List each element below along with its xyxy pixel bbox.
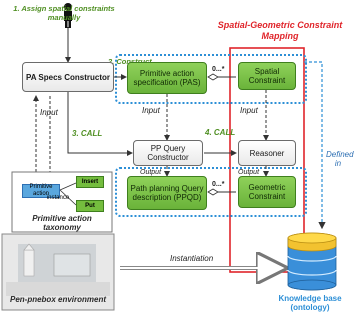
step-assign-label: 1. Assign spatial constraints manually bbox=[13, 4, 115, 22]
reasoner-node: Reasoner bbox=[238, 140, 296, 166]
input-right-label: Input bbox=[240, 106, 258, 115]
knowledge-base-icon bbox=[288, 233, 336, 290]
instantiation-label: Instantiation bbox=[170, 254, 214, 263]
output-mid-label: Output bbox=[140, 169, 162, 176]
ppqd-node: Path planning Query description (PPQD) bbox=[127, 176, 207, 210]
pp-query-constructor-node: PP Query Constructor bbox=[133, 140, 203, 166]
multiplicity-bottom: 0...* bbox=[212, 181, 225, 188]
pas-spatial-diamond bbox=[208, 74, 218, 80]
pas-node: Primitive action specification (PAS) bbox=[127, 62, 207, 94]
defined-in-label: Defined in bbox=[326, 150, 354, 168]
step-call3-label: 3. CALL bbox=[72, 129, 103, 138]
taxonomy-put-node: Put bbox=[76, 200, 104, 212]
mapping-title: Spatial-Geometric Constraint Mapping bbox=[217, 20, 343, 41]
input-mid-label: Input bbox=[142, 106, 160, 115]
environment-image bbox=[6, 244, 110, 296]
taxonomy-caption: Primitive action taxonomy bbox=[32, 214, 92, 232]
environment-caption: Pen-pnebox environment bbox=[9, 295, 106, 304]
step-call4-label: 4. CALL bbox=[205, 128, 236, 137]
call3-arrow bbox=[68, 92, 132, 153]
output-right-label: Output bbox=[238, 169, 260, 176]
knowledge-base-label: Knowledge base (ontology) bbox=[278, 294, 342, 312]
multiplicity-top: 0...* bbox=[212, 66, 225, 73]
spatial-constraint-node: Spatial Constraint bbox=[238, 62, 296, 90]
taxonomy-root-node: Primitive action bbox=[22, 184, 60, 198]
input-left-label: Input bbox=[40, 108, 58, 117]
ppqd-geometric-diamond bbox=[208, 189, 218, 195]
taxonomy-instance-label: instance bbox=[46, 194, 70, 201]
geometric-constraint-node: Geometric Constraint bbox=[238, 176, 296, 208]
taxonomy-insert-node: Insert bbox=[76, 176, 104, 188]
pa-specs-constructor-node: PA Specs Constructor bbox=[22, 62, 114, 92]
